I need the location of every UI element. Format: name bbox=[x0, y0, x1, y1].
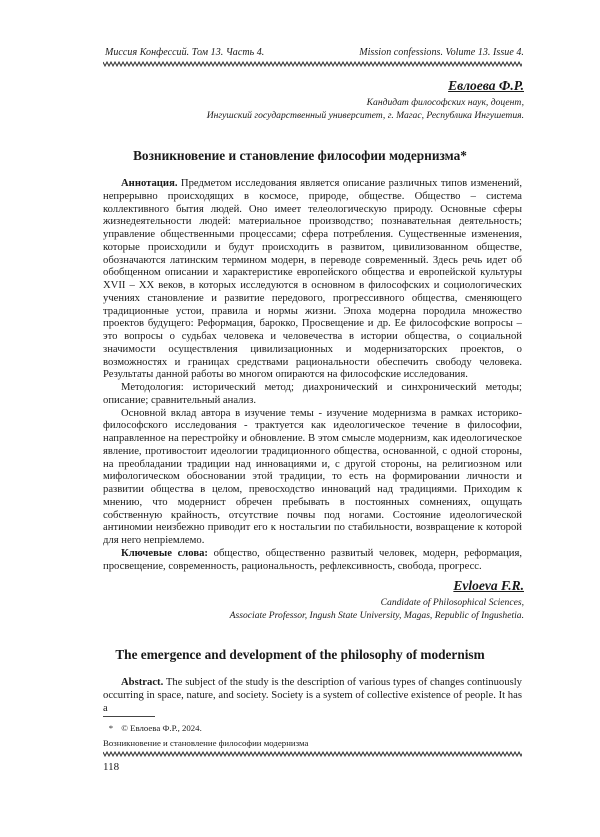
article-title-en: The emergence and development of the philosophy of modernism bbox=[115, 647, 485, 662]
footnote-rule bbox=[103, 716, 155, 717]
affiliation-en-line-1: Candidate of Philosophical Sciences, bbox=[380, 597, 524, 608]
footnote-copyright-text: © Евлоева Ф.Р., 2024. bbox=[121, 723, 202, 733]
keywords-paragraph-ru bbox=[103, 548, 522, 574]
keywords-label-ru: Ключевые слова: bbox=[121, 547, 208, 559]
page-number: 118 bbox=[103, 761, 120, 773]
abstract-text-en: The subject of the study is the description of various types of changes continuously occurring in space, nature, and society. Society is a system of collective existence of people. It has a bbox=[103, 677, 522, 714]
footer-ornament-divider bbox=[103, 751, 522, 757]
abstract-label-ru: Аннотация. bbox=[121, 178, 178, 189]
abstract-paragraph-en bbox=[103, 677, 522, 715]
methodology-paragraph: Методология: исторический метод; диахронический и синхронический методы; описание; сравнительный анализ. bbox=[103, 382, 522, 406]
author-name-en: Evloeva F.R. bbox=[453, 578, 524, 593]
keywords-text-ru: общество, общественно развитый человек, модерн, реформация, просвещение, современность, рациональность, рефлексивность, свобода, прогресс. bbox=[103, 547, 522, 572]
affiliation-line-2: Ингушский государственный университет, г. Магас, Республика Ингушетия. bbox=[206, 110, 524, 121]
author-affiliation-en bbox=[84, 596, 524, 622]
affiliation-line-1: Кандидат философских наук, доцент, bbox=[366, 97, 524, 108]
affiliation-en-line-2: Associate Professor, Ingush State University, Magas, Republic of Ingushetia. bbox=[229, 610, 524, 621]
author-name-ru: Евлоева Ф.Р. bbox=[448, 78, 524, 93]
abstract-paragraph-ru bbox=[103, 178, 522, 382]
footnote-copyright bbox=[103, 722, 202, 734]
contribution-paragraph: Основной вклад автора в изучение темы - изучение модернизма в рамках историко-философского исследования - трактуется как идеологическое течение в философии, направленное на перестройку и обновление. В этом смысле модернизм, как идеологическое явление, противостоит идеологии традиционного общества, основанной, с одной стороны, на преобладании традиции над инновациями и, с другой стороны, на религиозном или мифологическом обосновании этой традиции, то есть на формировании личности и развитии общества в целом, превосходство инноваций над традициями. Приходим к мнению, что модернист обречен пребывать в постоянных сомнениях, ощущать собственную крайность, отсутствие почвы под ногами. Состояние идеологической антиномии неизбежно приводит его к ностальгии по стабильности, возвращение к которой для него непріемлемо. bbox=[103, 407, 522, 546]
footnote-mark: * bbox=[108, 723, 114, 733]
abstract-label-en: Abstract. bbox=[121, 677, 164, 688]
running-header-right: Mission confessions. Volume 13. Issue 4. bbox=[359, 47, 524, 58]
abstract-text-ru: Предметом исследования является описание различных типов изменений, непрерывно происходящих в космосе, природе, обществе. Общество – система коллективного бытия людей. Оно имеет телеологическую природу. Основные сферы жизнедеятельности людей: материальное производство; познавательная деятельность; управление общественными процессами; сфера потребления. Существенные изменения, которые происходили и будут происходить в развитом, цивилизованном обществе, обозначаются латинским термином модерн, в переводе современный. Здесь речь идет об обобщенном описании и характеристике европейского общества и европейской культуры XVII – XX веков, в которых исследуются в основном в философских и социологических учениях становление и развитие передового, прогрессивного общества, сменяющего традиционные устои, правила и нормы жизни. Эпоха модерна породила множество проектов будущего: Реформация, барокко, Просвещение и др. Ее философские вопросы – это вопросы о судьбах человека и человечества в истории общества, о социальной значимости осуществления цивилизационных и модернизаторских проектов, о возможностях и границах средствами рациональности обеспечить свободу человека. Результаты данной работы во многом опираются на философские исследования. bbox=[103, 178, 522, 381]
abstract-block-en bbox=[103, 677, 522, 715]
header-ornament-divider bbox=[103, 61, 522, 67]
author-affiliation-ru bbox=[84, 96, 524, 122]
abstract-block-ru bbox=[103, 178, 522, 573]
article-title-ru: Возникновение и становление философии модернизма* bbox=[133, 148, 467, 163]
footnote-title: Возникновение и становление философии модернизма bbox=[103, 738, 309, 748]
running-header-left: Миссия Конфессий. Том 13. Часть 4. bbox=[105, 47, 265, 58]
